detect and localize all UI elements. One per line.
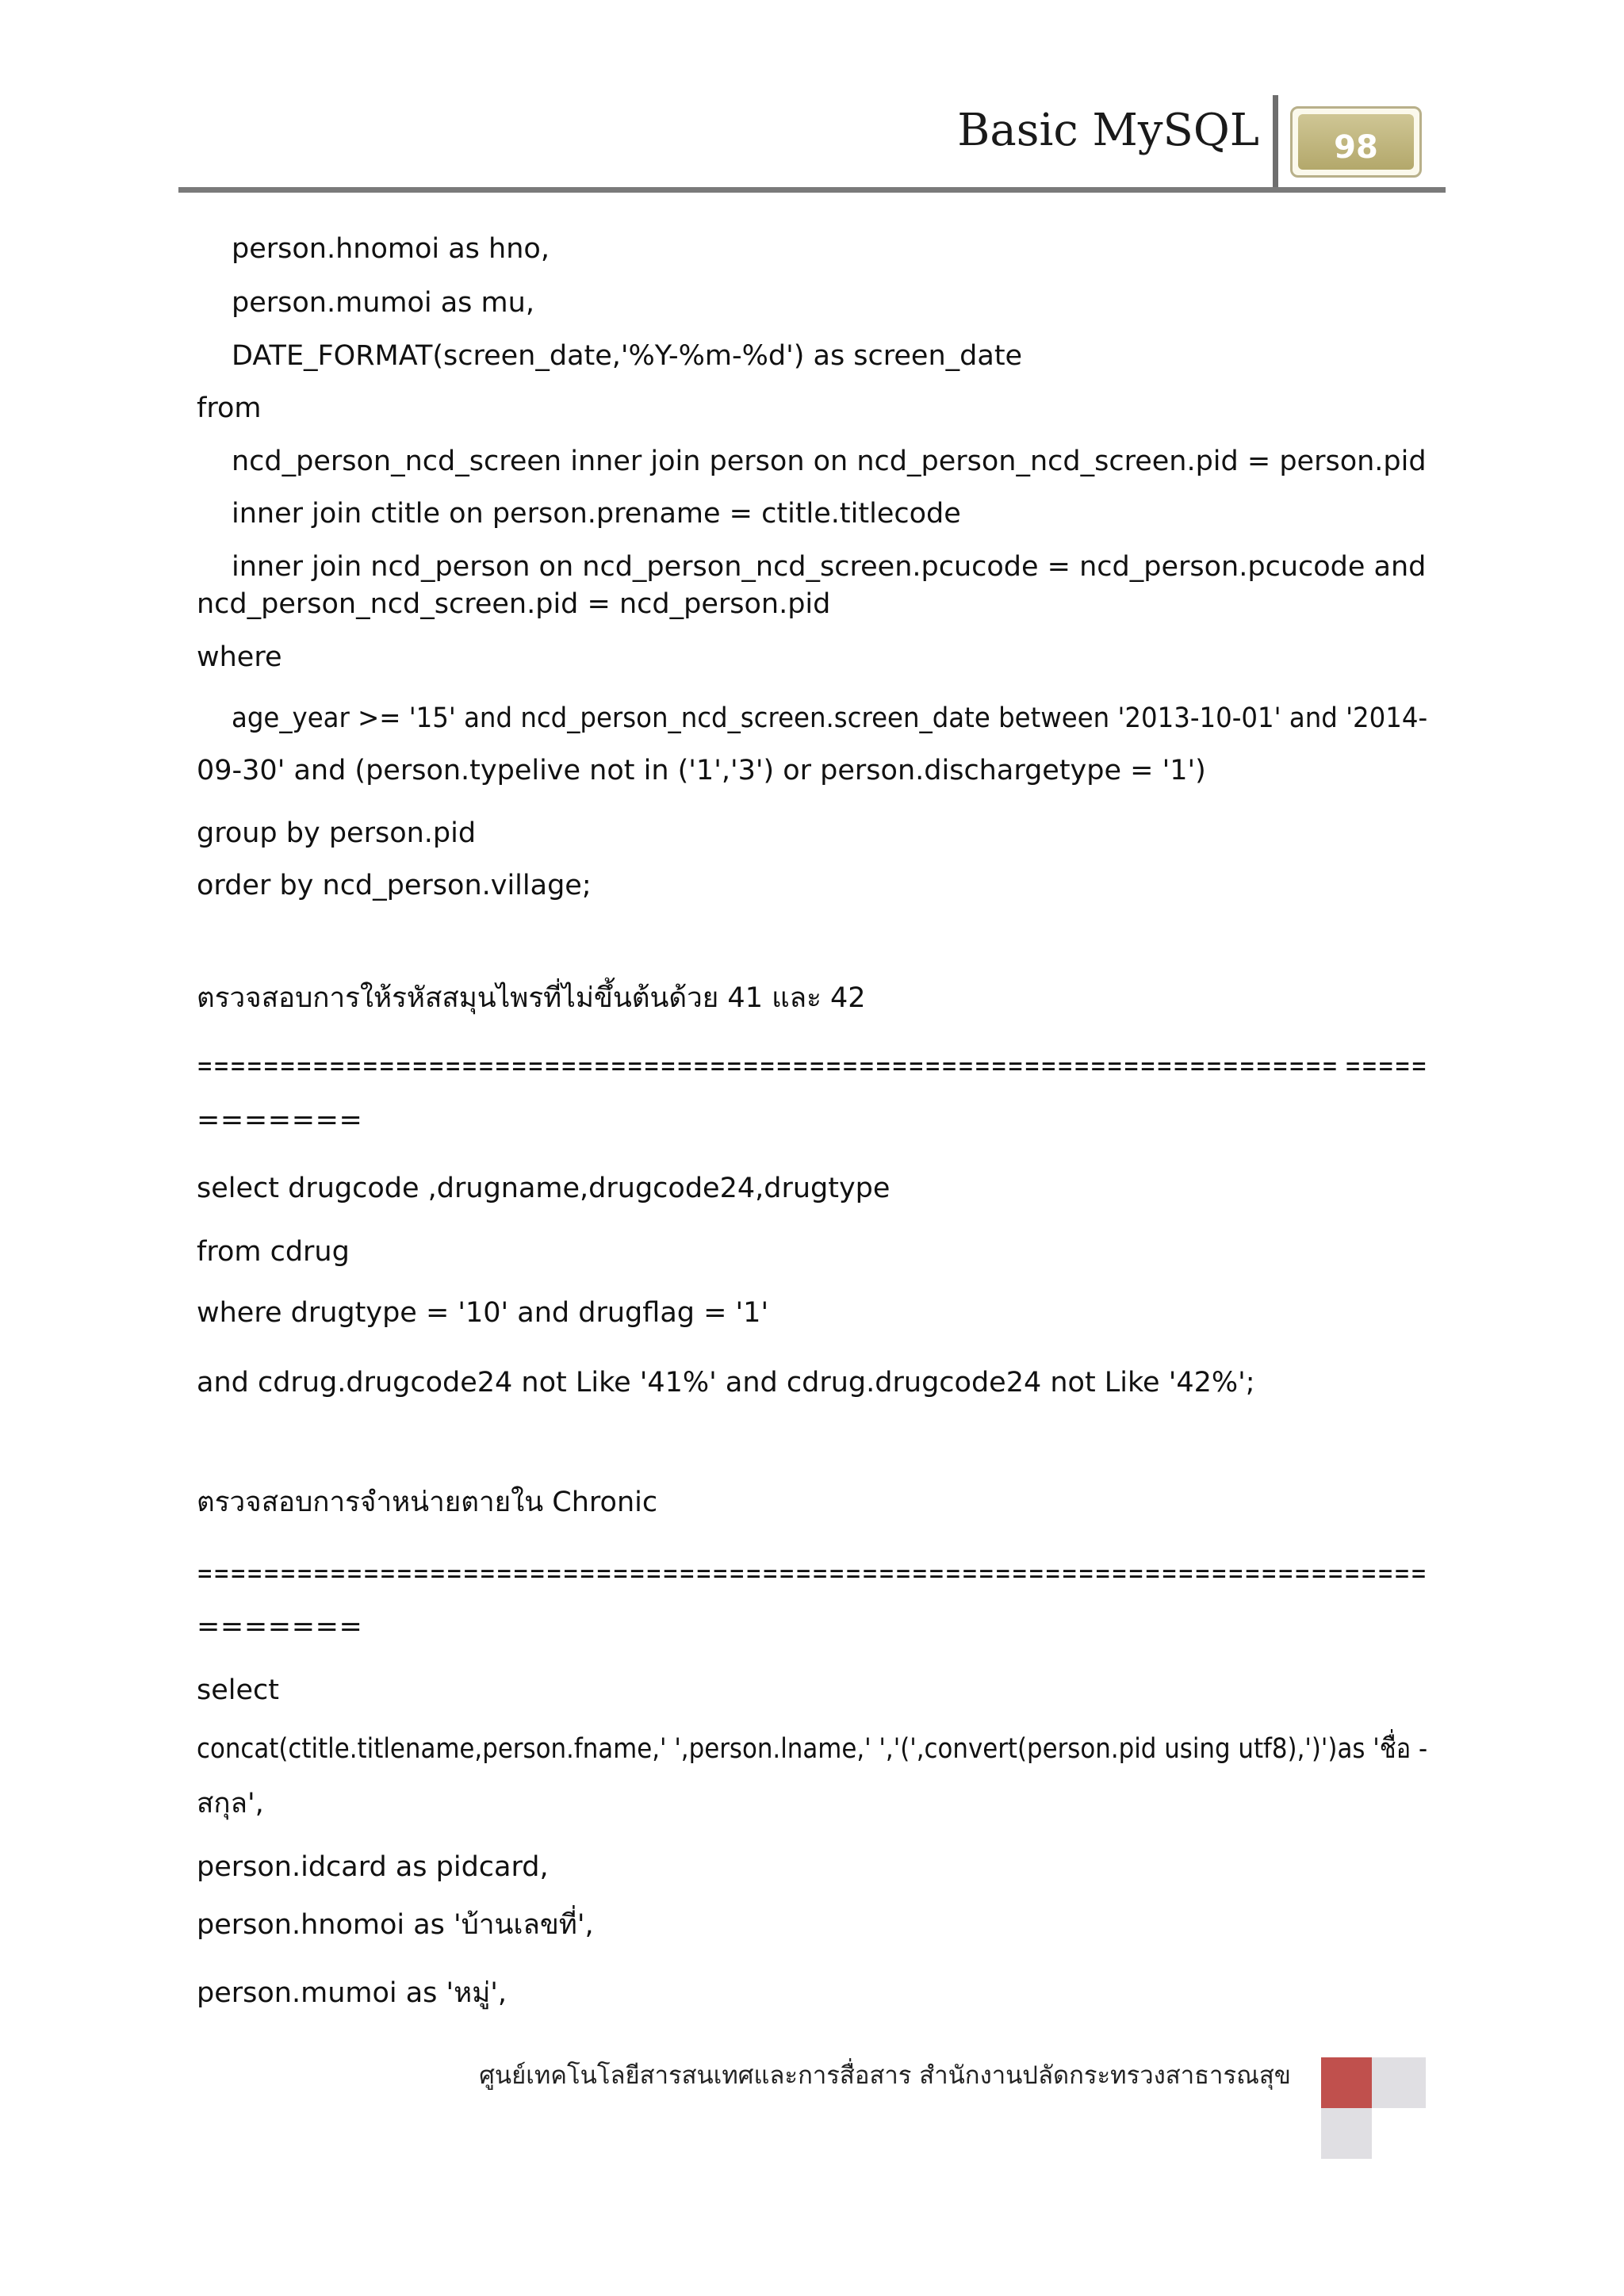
- code-line: person.idcard as pidcard,: [197, 1851, 549, 1883]
- footer-decor-square-gray: [1321, 2108, 1372, 2159]
- page-number: 98: [1334, 129, 1378, 166]
- code-line: select drugcode ,drugname,drugcode24,drugtype: [197, 1173, 891, 1204]
- section-heading: ตรวจสอบการให้รหัสสมุนไพรที่ไม่ขึ้นต้นด้วย 41 และ 42: [197, 982, 866, 1014]
- code-line: where drugtype = '10' and drugflag = '1': [197, 1297, 769, 1329]
- page-header-title: Basic MySQL: [957, 105, 1259, 156]
- code-line: person.mumoi as mu,: [232, 287, 534, 319]
- code-line: select: [197, 1674, 279, 1706]
- separator-line: =======: [197, 1611, 363, 1643]
- code-line: from: [197, 392, 262, 424]
- code-line: concat(ctitle.titlename,person.fname,' ',person.lname,' ','(',convert(person.pid using utf8),')')as 'ชื่อ -: [197, 1733, 1428, 1765]
- code-line: order by ncd_person.village;: [197, 870, 592, 901]
- code-line: inner join ncd_person on ncd_person_ncd_screen.pcucode = ncd_person.pcucode and: [232, 551, 1427, 583]
- separator-line: ==========================================================================: [197, 1558, 1427, 1590]
- code-line: person.hnomoi as 'บ้านเลขที่',: [197, 1909, 594, 1941]
- code-line: from cdrug: [197, 1236, 350, 1268]
- page-number-badge: [1290, 106, 1422, 178]
- footer-text: ศูนย์เทคโนโลยีสารสนเทศและการสื่อสาร สำนักงานปลัดกระทรวงสาธารณสุข: [479, 2061, 1291, 2090]
- code-line: ncd_person_ncd_screen.pid = ncd_person.pid: [197, 588, 831, 620]
- header-rule: [178, 187, 1446, 193]
- code-line: age_year >= '15' and ncd_person_ncd_screen.screen_date between '2013-10-01' and '2014-: [232, 702, 1428, 734]
- footer-decor-square-red: [1321, 2057, 1372, 2108]
- code-line: person.hnomoi as hno,: [232, 233, 550, 265]
- code-line: ncd_person_ncd_screen inner join person on ncd_person_ncd_screen.pid = person.pid: [232, 446, 1427, 477]
- footer-decor-square-gray: [1372, 2057, 1426, 2108]
- page-number-badge-fill: [1298, 114, 1414, 170]
- code-line: inner join ctitle on person.prename = ctitle.titlecode: [232, 498, 961, 530]
- code-line: สกุล',: [197, 1788, 264, 1820]
- separator-line: ===================================================================== =====: [197, 1050, 1428, 1082]
- code-line: and cdrug.drugcode24 not Like '41%' and cdrug.drugcode24 not Like '42%';: [197, 1367, 1255, 1399]
- section-heading: ตรวจสอบการจำหน่ายตายใน Chronic: [197, 1487, 658, 1518]
- code-line: 09-30' and (person.typelive not in ('1','3') or person.dischargetype = '1'): [197, 755, 1206, 786]
- code-line: group by person.pid: [197, 817, 477, 849]
- code-line: where: [197, 641, 282, 673]
- header-vertical-rule: [1273, 95, 1278, 192]
- code-line: person.mumoi as 'หมู่',: [197, 1977, 508, 2009]
- code-line: DATE_FORMAT(screen_date,'%Y-%m-%d') as screen_date: [232, 340, 1023, 372]
- separator-line: =======: [197, 1104, 363, 1136]
